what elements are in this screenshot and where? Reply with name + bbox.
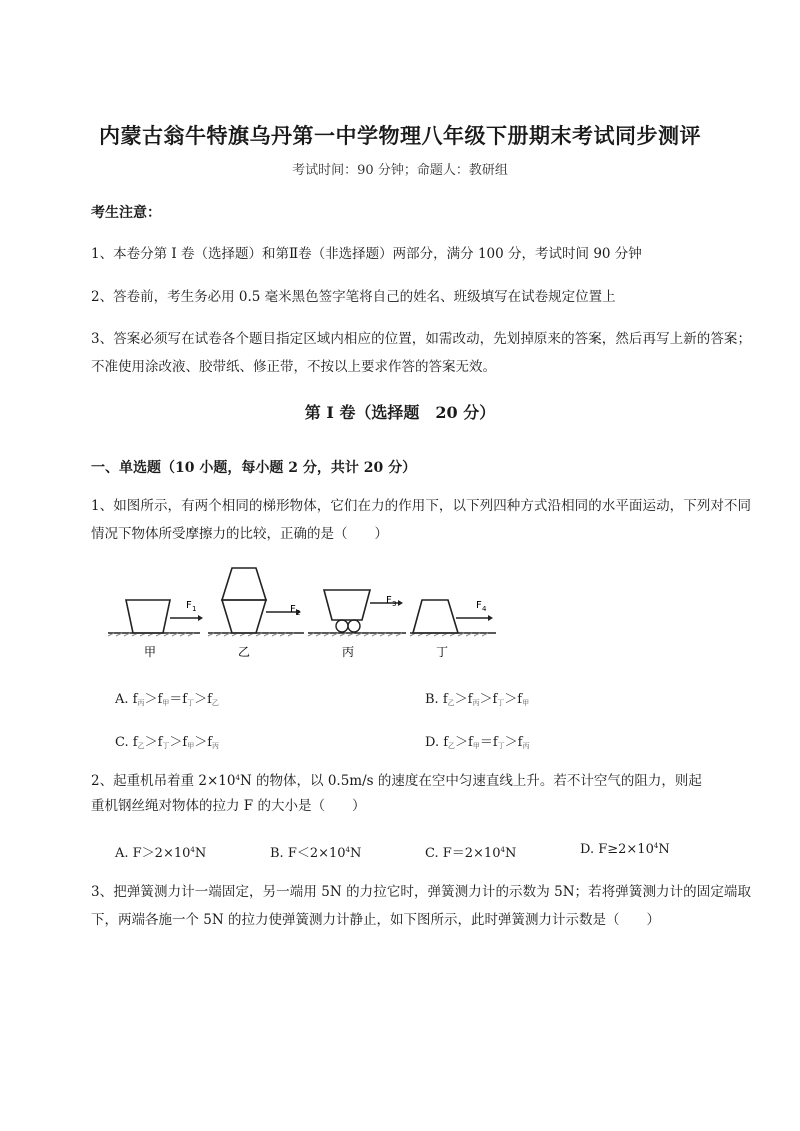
subscript: 甲 (522, 699, 530, 707)
subscript: 丁 (187, 699, 195, 707)
superscript: 4 (190, 846, 195, 854)
superscript: 4 (500, 846, 505, 854)
subscript: 乙 (447, 699, 455, 707)
option-relation: ＞f (479, 692, 498, 707)
question-2-stem-line2: 重机钢丝绳对物体的拉力 F 的大小是（ ） (91, 798, 366, 814)
page-title: 内蒙古翁牛特旗乌丹第一中学物理八年级下册期末考试同步测评 (99, 123, 701, 148)
option-letter: C. (115, 735, 129, 750)
part-title: 一、单选题（10 小题，每小题 2 分，共计 20 分） (91, 460, 417, 476)
question-3-stem: 3、把弹簧测力计一端固定，另一端用 5N 的力拉它时，弹簧测力计的示数为 5N；若将弹簧测力计的固定端取下，两端各施一个 5N 的拉力使弹簧测力计静止，如下图所示，此时弹簧测力计示数是（ ） (91, 884, 751, 928)
force-sub: 4 (482, 605, 487, 613)
friction-figure (108, 560, 508, 665)
option-unit: N (504, 846, 517, 861)
option-letter: B. (425, 692, 439, 707)
subscript: 丁 (162, 742, 170, 750)
subscript: 甲 (162, 699, 170, 707)
option-relation: ＝f (169, 692, 188, 707)
subscript: 丁 (497, 699, 505, 707)
q2-option-b[interactable] (270, 842, 361, 861)
roller (348, 620, 360, 632)
option-relation: ＞f (144, 692, 163, 707)
option-symbol: f (132, 692, 138, 707)
option-unit: N (350, 846, 362, 861)
option-relation: ＞f (144, 735, 163, 750)
subscript: 丙 (137, 699, 145, 707)
force-sub: 2 (296, 609, 301, 617)
option-unit: N (194, 846, 207, 861)
q2-option-d[interactable] (580, 842, 670, 857)
stem-text: N 的物体，以 0.5m/s 的速度在空中匀速直线上升。若不计空气的阻力，则起 (239, 773, 702, 789)
section-title: 第 I 卷（选择题 20 分） (304, 403, 496, 422)
option-relation: ＞f (455, 735, 473, 750)
notice-item-2: 2、答卷前，考生务必用 0.5 毫米黑色签字笔将自己的姓名、班级填写在试卷规定位置上 (91, 289, 616, 305)
superscript: 4 (653, 842, 659, 850)
q1-option-d[interactable] (425, 731, 529, 751)
figure-label-bing: 丙 (342, 645, 355, 659)
subscript: 丙 (212, 742, 220, 750)
subscript: 乙 (137, 742, 145, 750)
force-sub: 1 (192, 605, 197, 613)
stem-text: 2、起重机吊着重 2×10 (91, 773, 236, 789)
subscript: 甲 (472, 742, 480, 750)
option-relation: ＞f (194, 692, 212, 707)
option-symbol: f (443, 735, 449, 750)
option-text: D. F≥2×10 (580, 842, 654, 857)
option-relation: ＞f (504, 735, 523, 750)
force-label: F (386, 595, 392, 606)
option-text: B. F＜2×10 (270, 846, 346, 861)
notice-item-1: 1、本卷分第 I 卷（选择题）和第Ⅱ卷（非选择题）两部分，满分 100 分，考试时间 90 分钟 (91, 246, 642, 262)
force-label: F (290, 604, 296, 615)
option-relation: ＞f (504, 692, 523, 707)
trapezoid-block-bottom (222, 600, 266, 633)
notice-heading: 考生注意： (91, 205, 161, 221)
force-label: F (476, 600, 482, 611)
subscript: 丙 (472, 699, 480, 707)
option-letter: A. (115, 692, 129, 707)
force-sub: 3 (392, 600, 397, 608)
option-relation: ＞f (454, 692, 473, 707)
q2-option-c[interactable] (425, 842, 516, 861)
superscript: 4 (235, 774, 240, 782)
exam-info: 考试时间：90 分钟；命题人：教研组 (292, 163, 508, 178)
option-letter: D. (425, 735, 440, 750)
option-text: A. F＞2×10 (115, 846, 191, 861)
trapezoid-block (126, 600, 170, 633)
subscript: 丁 (497, 742, 505, 750)
q1-option-b[interactable] (425, 688, 529, 708)
trapezoid-block (413, 600, 458, 633)
notice-item-3: 3、答案必须写在试卷各个题目指定区域内相应的位置，如需改动，先划掉原来的答案，然后再写上新的答案；不准使用涂改液、胶带纸、修正带，不按以上要求作答的答案无效。 (91, 331, 751, 375)
figure-ding (410, 600, 496, 659)
subscript: 甲 (187, 742, 195, 750)
figure-label-jia: 甲 (144, 645, 157, 659)
option-symbol: f (132, 735, 138, 750)
option-relation: ＞f (194, 735, 213, 750)
subscript: 乙 (211, 699, 219, 707)
question-1-stem: 1、如图所示，有两个相同的梯形物体，它们在力的作用下，以下列四种方式沿相同的水平面运动，下列对不同情况下物体所受摩擦力的比较，正确的是（ ） (91, 498, 751, 542)
trapezoid-block-top (222, 568, 266, 600)
option-symbol: f (442, 692, 448, 707)
figure-bing (308, 590, 406, 659)
option-text: C. F＝2×10 (425, 846, 501, 861)
force-label: F (186, 600, 192, 611)
subscript: 丙 (522, 742, 530, 750)
option-relation: ＞f (169, 735, 188, 750)
trapezoid-block (324, 590, 370, 620)
figure-yi (208, 568, 304, 659)
option-relation: ＝f (479, 735, 498, 750)
roller (336, 620, 348, 632)
q1-option-c[interactable] (115, 731, 219, 751)
superscript: 4 (345, 846, 351, 854)
q1-option-a[interactable] (115, 688, 219, 708)
q2-option-a[interactable] (115, 842, 206, 861)
question-2-stem (91, 764, 751, 795)
figure-label-yi: 乙 (238, 645, 251, 659)
figure-jia (108, 600, 203, 659)
figure-label-ding: 丁 (436, 645, 449, 659)
subscript: 乙 (448, 742, 456, 750)
option-unit: N (658, 842, 670, 857)
